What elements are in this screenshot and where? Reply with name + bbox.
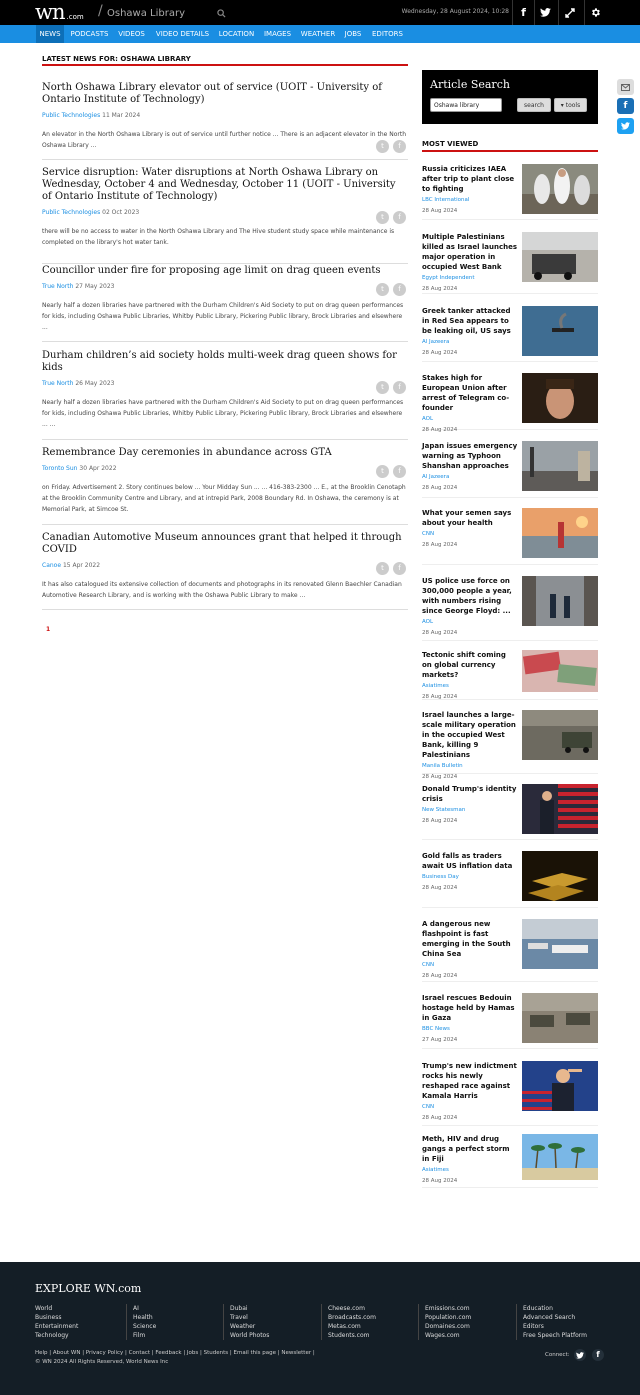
email-share-button[interactable] [617,79,634,95]
top-bar [0,0,640,25]
mv-thumbnail[interactable] [522,508,598,558]
facebook-share-icon[interactable]: f [393,465,406,478]
most-viewed-item[interactable] [422,576,598,641]
article-snippet: It has also catalogued its extensive collection of documents and photographs in its renovated Glenn Baechler Canadian Automotive Research Library, and is working with the Oshawa Public Library to make ... [42,581,402,599]
footer-link[interactable]: Domaines.com [425,1323,470,1330]
most-viewed-item[interactable] [422,650,598,700]
mv-headline[interactable]: Israel launches a large-scale military operation in the occupied West Bank, killing 9 Palestinians [422,711,516,759]
most-viewed-item[interactable] [422,1134,598,1188]
mv-headline[interactable]: Multiple Palestinians killed as Israel launches major operation in occupied West Bank [422,233,518,271]
article-item [42,82,408,160]
most-viewed-item[interactable] [422,919,598,982]
mv-date: 27 Aug 2024 [422,1037,458,1043]
mv-headline[interactable]: Donald Trump's identity crisis [422,785,517,803]
twitter-footer-icon[interactable] [574,1349,586,1361]
site-search-input[interactable] [107,5,227,21]
article-search-box [422,70,598,124]
article-title[interactable]: Canadian Automotive Museum announces grant that helped it through COVID [42,532,402,555]
share-buttons [376,381,408,395]
mv-text [422,441,518,493]
mv-thumbnail[interactable] [522,710,598,760]
article-meta [42,283,408,293]
article-snippet: An elevator in the North Oshawa Library is out of service until further notice ... There is an adjacent elevator in the North Oshawa Library ... [42,131,407,149]
mv-text [422,710,518,782]
most-viewed-item[interactable] [422,784,598,840]
footer-links[interactable]: Help | About WN | Privacy Policy | Contact | Feedback | Jobs | Students | Email this page | Newsletter | [35,1350,315,1356]
article-date: 26 May 2023 [75,380,115,387]
mv-thumbnail[interactable] [522,851,598,901]
article-source[interactable]: True North [42,283,74,290]
twitter-share-icon[interactable]: t [376,140,389,153]
mv-date: 28 Aug 2024 [422,630,458,636]
footer-link[interactable]: Advanced Search [523,1314,576,1321]
article-title[interactable]: North Oshawa Library elevator out of service (UOIT - University of Ontario Institute of Technology) [42,82,382,105]
mv-date: 28 Aug 2024 [422,774,458,780]
mv-date: 28 Aug 2024 [422,485,458,491]
mv-text [422,1061,518,1123]
share-buttons [376,562,408,576]
search-icon[interactable] [217,9,226,18]
article-meta [42,209,408,219]
most-viewed-item[interactable] [422,508,598,565]
most-viewed-item[interactable] [422,373,598,433]
article-snippet: there will be no access to water in the North Oshawa Library and The Hive student study space while maintenance is completed on the library's hot water tank. [42,228,395,246]
mv-date: 28 Aug 2024 [422,542,458,548]
article-item [42,167,408,264]
article-source[interactable]: Toronto Sun [42,465,78,472]
mv-date: 28 Aug 2024 [422,885,458,891]
share-buttons [376,140,408,154]
article-search-title: Article Search [430,78,510,91]
news-list [42,55,408,599]
mv-date: 28 Aug 2024 [422,1178,458,1184]
mv-thumbnail[interactable] [522,650,598,692]
most-viewed-item[interactable] [422,441,598,498]
footer-link[interactable]: Entertainment [35,1323,79,1330]
article-item [42,447,408,525]
facebook-share-icon[interactable]: f [393,381,406,394]
article-source[interactable]: Public Technologies [42,112,101,119]
most-viewed-item[interactable] [422,993,598,1049]
tools-dropdown-button[interactable]: ▾ tools [554,98,587,112]
mv-headline[interactable]: Trump's new indictment rocks his newly reshaped race against Kamala Harris [422,1062,517,1100]
footer-link[interactable]: Technology [35,1332,69,1339]
footer-link[interactable]: Business [35,1314,62,1321]
footer-link[interactable]: AI [133,1305,139,1312]
facebook-share-icon[interactable]: f [393,140,406,153]
mv-source[interactable]: Asiatimes [422,683,449,689]
most-viewed-item[interactable] [422,710,598,780]
twitter-share-icon[interactable]: t [376,562,389,575]
wn-logo[interactable]: wn .com [35,0,84,24]
mv-date: 28 Aug 2024 [422,973,458,979]
footer-title: EXPLORE WN.com [35,1282,142,1295]
mv-thumbnail[interactable] [522,576,598,626]
mv-source[interactable]: LBC International [422,197,470,203]
mv-text [422,993,518,1045]
settings-gear-icon[interactable] [584,0,606,25]
mv-source[interactable]: AOL [422,416,434,422]
article-date: 30 Apr 2022 [79,465,117,472]
main-nav [0,25,640,43]
mv-text [422,306,518,358]
mv-text [422,784,518,826]
mv-headline[interactable]: What your semen says about your health [422,509,512,527]
mv-source[interactable]: Egypt Independent [422,275,475,281]
mv-text [422,232,518,294]
article-meta [42,380,408,390]
article-meta [42,112,408,122]
share-buttons [376,283,408,297]
nav-video-details[interactable]: VIDEO DETAILS [155,30,210,38]
copyright: © WN 2024 All Rights Reserved, World News Inc [35,1359,169,1365]
twitter-share-icon[interactable]: t [376,381,389,394]
footer-link[interactable]: Editors [523,1323,544,1330]
mv-date: 28 Aug 2024 [422,208,458,214]
mv-thumbnail[interactable] [522,784,598,834]
article-source[interactable]: True North [42,380,74,387]
mv-headline[interactable]: US police use force on 300,000 people a year, with numbers rising since George Floyd: ... [422,577,512,615]
twitter-share-icon[interactable]: t [376,465,389,478]
footer-link[interactable]: Education [523,1305,553,1312]
article-item [42,532,408,610]
footer-link[interactable]: Travel [230,1314,248,1321]
footer-link[interactable]: Film [133,1332,146,1339]
article-title[interactable]: Remembrance Day ceremonies in abundance across GTA [42,447,332,458]
article-title[interactable]: Service disruption: Water disruptions at North Oshawa Library on Wednesday, October 4 and Wednesday, October 11 (UOIT - University of Ontario Institute of Technology) [42,167,396,202]
section-title: LATEST NEWS FOR: OSHAWA LIBRARY [42,55,408,66]
search-button[interactable]: search [517,98,551,112]
footer [0,1262,640,1395]
mv-source[interactable]: CNN [422,1104,435,1110]
footer-link[interactable]: World Photos [230,1332,270,1339]
twitter-share-icon[interactable]: t [376,283,389,296]
twitter-share-icon[interactable]: t [376,211,389,224]
footer-link[interactable]: Weather [230,1323,256,1330]
mv-source[interactable]: BBC News [422,1026,450,1032]
mv-thumbnail[interactable] [522,441,598,491]
mv-thumbnail[interactable] [522,373,598,423]
mv-text [422,919,518,981]
footer-column [223,1304,269,1340]
article-item [42,350,408,440]
footer-column [35,1304,78,1340]
current-datetime: Wednesday, 28 August 2024, 10:28 [401,8,509,15]
mv-headline[interactable]: Gold falls as traders await US inflation data [422,852,513,870]
fullscreen-icon[interactable] [558,0,580,25]
mv-date: 28 Aug 2024 [422,1115,458,1121]
mv-headline[interactable]: Greek tanker attacked in Red Sea appears to be leaking oil, US says [422,307,511,335]
mv-source[interactable]: Al Jazeera [422,339,450,345]
most-viewed-item[interactable] [422,1061,598,1126]
article-item [42,265,408,342]
mv-thumbnail[interactable] [522,919,598,969]
article-title[interactable]: Councillor under fire for proposing age limit on drag queen events [42,265,381,276]
article-meta [42,562,408,572]
footer-column [418,1304,471,1340]
footer-link[interactable]: Cheese.com [328,1305,365,1312]
footer-link[interactable]: Science [133,1323,157,1330]
mv-source[interactable]: CNN [422,962,435,968]
article-date: 02 Oct 2023 [102,209,140,216]
mv-thumbnail[interactable] [522,1134,598,1180]
article-date: 11 Mar 2024 [102,112,141,119]
footer-column [126,1304,156,1340]
footer-link[interactable]: Dubai [230,1305,248,1312]
mv-source[interactable]: CNN [422,531,435,537]
mv-date: 28 Aug 2024 [422,350,458,356]
mv-headline[interactable]: A dangerous new flashpoint is fast emerging in the South China Sea [422,920,511,958]
mv-source[interactable]: Manila Bulletin [422,763,463,769]
pagination-page-1[interactable]: 1 [46,626,51,633]
mv-date: 28 Aug 2024 [422,694,458,700]
article-source[interactable]: Public Technologies [42,209,101,216]
footer-link[interactable]: Broadcasts.com [328,1314,376,1321]
mv-source[interactable]: AOL [422,619,434,625]
nav-location[interactable]: LOCATION [218,30,255,38]
footer-link[interactable]: Population.com [425,1314,472,1321]
most-viewed-item[interactable] [422,851,598,908]
mv-headline[interactable]: Tectonic shift coming on global currency markets? [422,651,506,679]
footer-link[interactable]: Emissions.com [425,1305,470,1312]
facebook-side-icon[interactable]: f [617,98,634,114]
most-viewed-title: MOST VIEWED [422,140,598,152]
most-viewed-item[interactable] [422,164,598,220]
footer-link[interactable]: Free Speech Platform [523,1332,587,1339]
mv-headline[interactable]: Russia criticizes IAEA after trip to plant close to fighting [422,165,515,193]
nav-weather[interactable]: WEATHER [300,30,336,38]
footer-link[interactable]: World [35,1305,53,1312]
mv-headline[interactable]: Japan issues emergency warning as Typhoon Shanshan approaches [422,442,518,470]
mv-text [422,576,518,638]
mv-thumbnail[interactable] [522,306,598,356]
mv-text [422,650,518,702]
mv-date: 28 Aug 2024 [422,818,458,824]
article-snippet: Nearly half a dozen libraries have partnered with the Durham Children's Aid Society to put on drag queen performances for kids, including Oshawa Public Libraries, Whitby Public Library, Pickering Public library, Brock Libraries and elsewhere ... [42,302,404,331]
mv-source[interactable]: Al Jazeera [422,474,450,480]
mv-date: 28 Aug 2024 [422,427,458,433]
nav-news[interactable]: NEWS [36,25,64,43]
nav-images[interactable]: IMAGES [263,30,292,38]
facebook-footer-icon[interactable]: f [592,1349,604,1361]
article-source[interactable]: Canoe [42,562,62,569]
article-search-input[interactable] [430,98,502,112]
mv-source[interactable]: Business Day [422,874,459,880]
mv-source[interactable]: New Statesman [422,807,466,813]
mv-date: 28 Aug 2024 [422,286,458,292]
twitter-side-icon[interactable] [617,118,634,134]
mv-thumbnail[interactable] [522,164,598,214]
mv-source[interactable]: Asiatimes [422,1167,449,1173]
footer-link[interactable]: Students.com [328,1332,370,1339]
most-viewed-item[interactable] [422,306,598,362]
logo-divider: / [98,3,103,19]
article-snippet: Nearly half a dozen libraries have partnered with the Durham Children's Aid Society to put on drag queen performances for kids, including Oshawa Public Libraries, Whitby Public Library, Pickering Public library, Brock Libraries and elsewhere ... ... [42,399,404,428]
nav-podcasts[interactable]: PODCASTS [70,30,109,38]
mv-thumbnail[interactable] [522,993,598,1043]
mv-thumbnail[interactable] [522,1061,598,1111]
nav-jobs[interactable]: JOBS [344,30,362,38]
facebook-icon[interactable]: f [512,0,534,25]
share-buttons [376,465,408,479]
footer-link[interactable]: Health [133,1314,153,1321]
nav-editors[interactable]: EDITORS [372,30,403,38]
article-meta [42,465,408,475]
article-date: 27 May 2023 [75,283,115,290]
facebook-share-icon[interactable]: f [393,283,406,296]
mv-headline[interactable]: Stakes high for European Union after arrest of Telegram co-founder [422,374,510,412]
article-title[interactable]: Durham children’s aid society holds multi-week drag queen shows for kids [42,350,397,373]
mv-text [422,508,518,550]
mv-headline[interactable]: Meth, HIV and drug gangs a perfect storm in Fiji [422,1135,510,1163]
footer-link[interactable]: Metas.com [328,1323,361,1330]
mv-text [422,851,518,893]
connect-label: Connect: [545,1352,570,1358]
most-viewed-item[interactable] [422,232,598,294]
footer-link[interactable]: Wages.com [425,1332,460,1339]
footer-column [321,1304,376,1340]
mv-text [422,1134,518,1186]
mv-thumbnail[interactable] [522,232,598,282]
twitter-icon[interactable] [534,0,556,25]
facebook-share-icon[interactable]: f [393,211,406,224]
share-buttons [376,211,408,225]
article-date: 15 Apr 2022 [62,562,101,569]
mv-text [422,373,518,435]
mv-text [422,164,518,216]
article-snippet: on Friday. Advertisement 2. Story continues below ... Your Midday Sun ... ... 416-383-2300 ... E., at the Brooklin Cenotaph at the Brooklin Community Centre and Library, and at intrepid Park, 2008 Boundary Rd. In Oshawa, the ceremony is at Memorial Park, at Simcoe St. [42,484,406,513]
mv-headline[interactable]: Israel rescues Bedouin hostage held by Hamas in Gaza [422,994,515,1022]
footer-column [516,1304,587,1340]
facebook-share-icon[interactable]: f [393,562,406,575]
nav-videos[interactable]: VIDEOS [118,30,145,38]
